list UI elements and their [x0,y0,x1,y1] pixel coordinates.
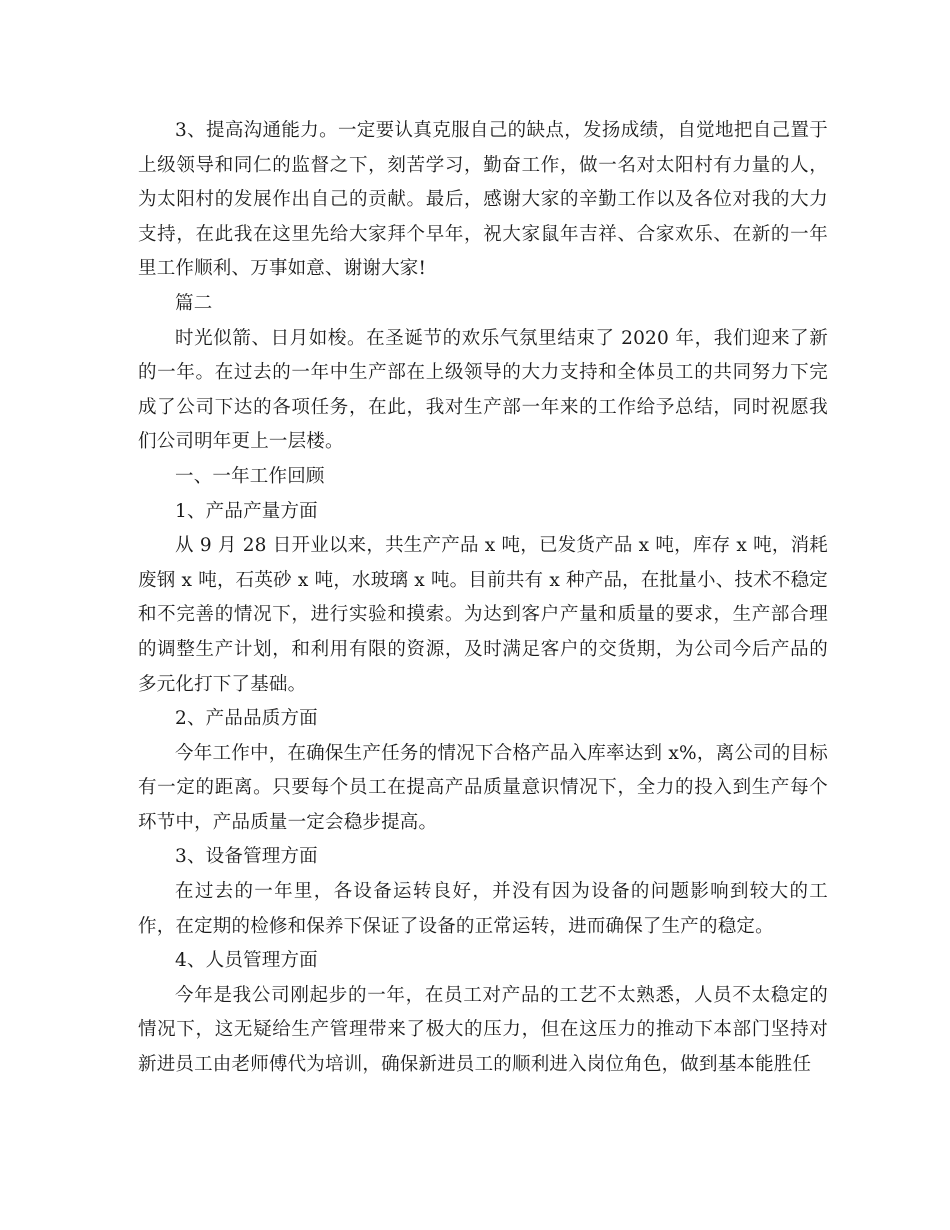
subheading-personnel: 4、人员管理方面 [175,950,318,972]
paragraph-output: 从 9 月 28 日开业以来，共生产产品 x 吨，已发货产品 x 吨，库存 x 吨，消耗废钢 x 吨，石英砂 x 吨，水玻璃 x 吨。目前共有 x 种产品，在批量小、技术不稳定和不完善的情况下，进行实验和摸索。为达到客户产量和质量的要求，生产部合理的调整生产计划，和利用有限的资源，及时满足客户的交货期，为公司今后产品的多元化打下了基础。 [138,535,828,695]
section-heading-year-review: 一、一年工作回顾 [175,465,325,487]
paragraph-quality: 今年工作中，在确保生产任务的情况下合格产品入库率达到 x%，离公司的目标有一定的距离。只要每个员工在提高产品质量意识情况下，全力的投入到生产每个环节中，产品质量一定会稳步提高。 [138,742,828,833]
paragraph-communication-ability: 3、提高沟通能力。一定要认真克服自己的缺点，发扬成绩，自觉地把自己置于上级领导和同仁的监督之下，刻苦学习，勤奋工作，做一名对太阳村有力量的人，为太阳村的发展作出自己的贡献。最后，感谢大家的辛勤工作以及各位对我的大力支持，在此我在这里先给大家拜个早年，祝大家鼠年吉祥、合家欢乐、在新的一年里工作顺利、万事如意、谢谢大家! [138,120,828,280]
subheading-output: 1、产品产量方面 [175,500,318,522]
paragraph-personnel: 今年是我公司刚起步的一年，在员工对产品的工艺不太熟悉，人员不太稳定的情况下，这无疑给生产管理带来了极大的压力，但在这压力的推动下本部门坚持对新进员工由老师傅代为培训，确保新进员工的顺利进入岗位角色，做到基本能胜任 [138,984,828,1076]
section-heading-part-two: 篇二 [175,292,213,314]
paragraph-intro: 时光似箭、日月如梭。在圣诞节的欢乐气氛里结束了 2020 年，我们迎来了新的一年。在过去的一年中生产部在上级领导的大力支持和全体员工的共同努力下完成了公司下达的各项任务，在此，我对生产部一年来的工作给予总结，同时祝愿我们公司明年更上一层楼。 [138,327,828,453]
paragraph-equipment: 在过去的一年里，各设备运转良好，并没有因为设备的问题影响到较大的工作，在定期的检修和保养下保证了设备的正常运转，进而确保了生产的稳定。 [138,881,828,937]
subheading-equipment: 3、设备管理方面 [175,846,318,868]
subheading-quality: 2、产品品质方面 [175,708,318,730]
document-body [138,114,828,1083]
